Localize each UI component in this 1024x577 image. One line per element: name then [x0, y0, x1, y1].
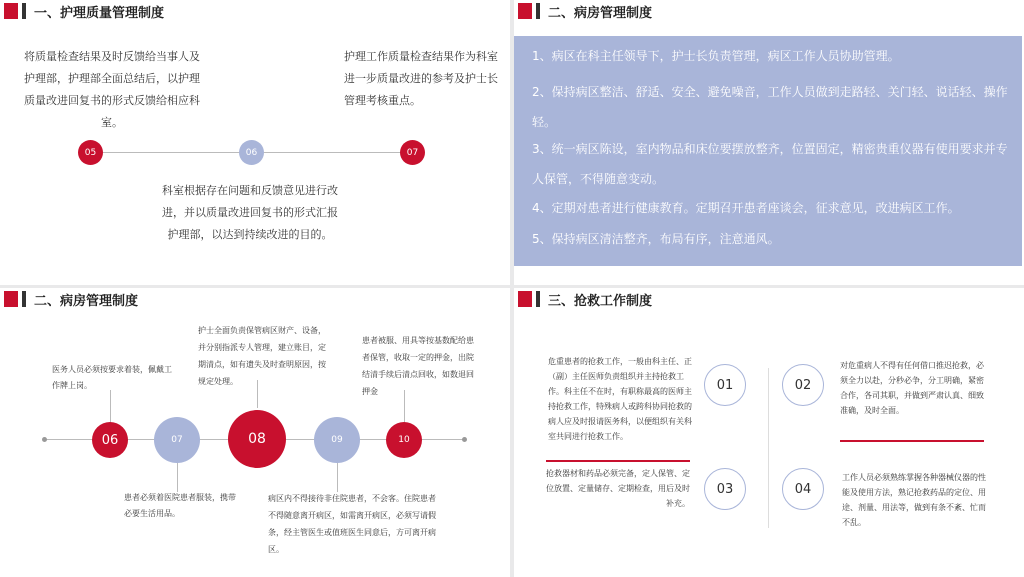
text-10: 患者被服、用具等按基数配给患者保管，收取一定的押金，出院结清手续后清点回收，如数退回押金: [362, 336, 474, 396]
connector-09: [337, 462, 338, 492]
header-red-block: [4, 3, 18, 19]
connector-06: [110, 390, 111, 424]
connector-07: [177, 462, 178, 492]
section-header: [514, 288, 652, 310]
number-01: 01: [704, 364, 746, 406]
number-02: 02: [782, 364, 824, 406]
red-rule-left: [546, 460, 690, 462]
step-09: 09: [314, 417, 360, 463]
step-08: 08: [228, 410, 286, 468]
header-red-block: [4, 291, 18, 307]
text-01: 危重患者的抢救工作，一般由科主任、正（副）主任医师负责组织并主持抢救工作。科主任不在时，有职称最高的医师主持抢救工作，特殊病人或跨科协同抢救的病人应及时报请医务科，以便组织有关科室共同进行抢救工作。: [548, 357, 692, 441]
step-07: 07: [400, 140, 425, 165]
section-header: [514, 0, 652, 22]
header-dark-bar: [536, 3, 540, 19]
timeline-end-point: [462, 437, 467, 442]
improvement-text: 科室根据存在问题和反馈意见进行改进，并以质量改进回复书的形式汇报护理部，以达到持续改进的目的。: [162, 184, 338, 241]
text-09: 病区内不得接待非住院患者，不会客。住院患者不得随意离开病区，如需离开病区，必须写请假条，经主管医生或值班医生同意后，方可离开病区。: [268, 494, 436, 554]
text-04: 工作人员必须熟练掌握各种器械仪器的性能及使用方法，熟记抢救药品的定位、用途、剂量、用法等，做到有条不紊、忙而不乱。: [842, 473, 986, 527]
rule-3: 3、统一病区陈设，室内物品和床位要摆放整齐，位置固定，精密贵重仪器有使用要求并专人保管，不得随意变动。: [532, 142, 1008, 186]
rule-2: 2、保持病区整洁、舒适、安全、避免噪音，工作人员做到走路轻、关门轻、说话轻、操作轻。: [532, 85, 1008, 129]
header-dark-bar: [22, 3, 26, 19]
text-08: 护士全面负责保管病区财产、设备，并分别指派专人管理，建立账目，定期清点，如有遗失及时查明原因，按规定处理。: [198, 326, 326, 386]
section-title: 二、病房管理制度: [548, 5, 653, 21]
section-title: 一、护理质量管理制度: [34, 5, 165, 21]
header-red-block: [518, 291, 532, 307]
panel-ward-rules: [514, 0, 1024, 285]
header-red-block: [518, 3, 532, 19]
section-title: 三、抢救工作制度: [548, 293, 653, 309]
rule-5: 5、保持病区清洁整齐，布局有序，注意通风。: [532, 232, 780, 246]
section-header: [0, 288, 138, 310]
rule-1: 1、病区在科主任领导下，护士长负责管理，病区工作人员协助管理。: [532, 49, 900, 63]
number-03: 03: [704, 468, 746, 510]
section-title: 二、病房管理制度: [34, 293, 139, 309]
rules-box: [514, 36, 1022, 266]
step-06: 06: [239, 140, 264, 165]
text-03: 抢救器材和药品必须完备，定人保管、定位放置、定量储存、定期检查，用后及时补充。: [546, 469, 690, 508]
red-rule-right: [840, 440, 984, 442]
vertical-divider: [768, 368, 769, 528]
text-07: 患者必须着医院患者服装，携带必要生活用品。: [124, 493, 236, 518]
timeline-start-point: [42, 437, 47, 442]
step-10: 10: [386, 422, 422, 458]
panel-ward-process: [0, 288, 510, 577]
panel-nursing-quality: [0, 0, 510, 285]
rule-4: 4、定期对患者进行健康教育。定期召开患者座谈会，征求意见，改进病区工作。: [532, 201, 960, 215]
text-06: 医务人员必须按要求着装，佩戴工作牌上岗。: [52, 365, 172, 390]
step-07: 07: [154, 417, 200, 463]
feedback-text: 将质量检查结果及时反馈给当事人及护理部，护理部全面总结后，以护理质量改进回复书的形式反馈给相应科室。: [24, 50, 200, 129]
header-dark-bar: [22, 291, 26, 307]
number-04: 04: [782, 468, 824, 510]
panel-rescue-rules: [514, 288, 1024, 577]
text-02: 对危重病人不得有任何借口推迟抢救，必须全力以赴，分秒必争，分工明确，紧密合作，各司其职，并做到严肃认真、细致准确，及时全面。: [840, 361, 984, 415]
section-header: [0, 0, 164, 22]
step-06: 06: [92, 422, 128, 458]
step-05: 05: [78, 140, 103, 165]
header-dark-bar: [536, 291, 540, 307]
quality-reference-text: 护理工作质量检查结果作为科室进一步质量改进的参考及护士长管理考核重点。: [344, 50, 498, 107]
